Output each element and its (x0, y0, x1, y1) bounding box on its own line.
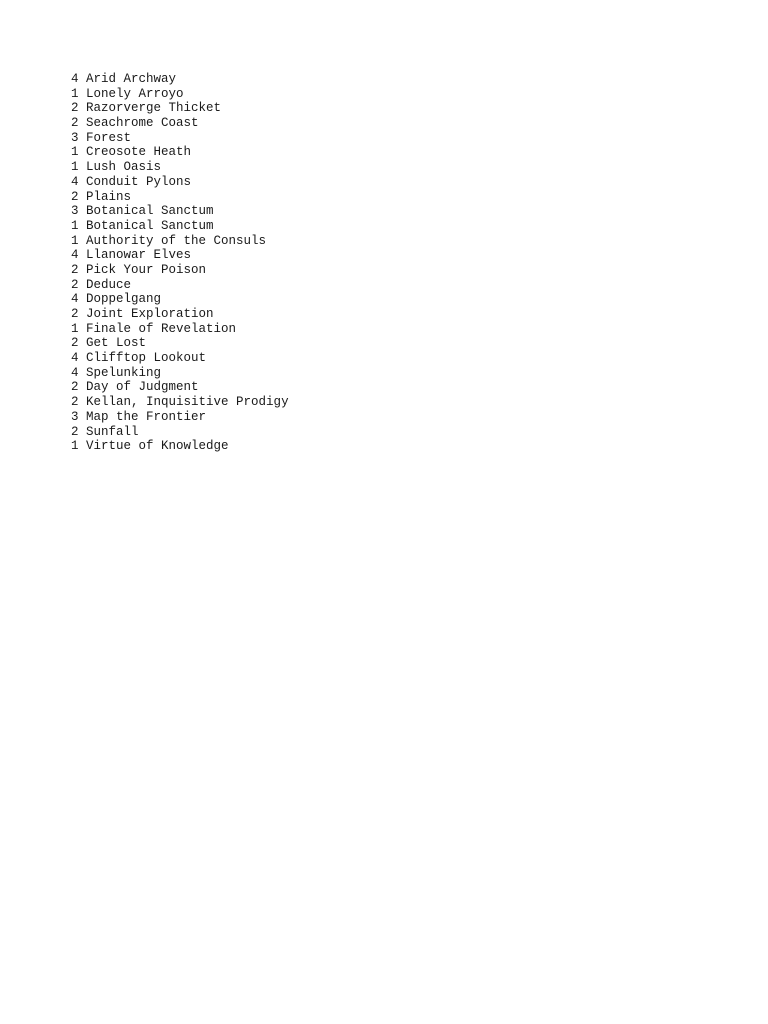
decklist-line (71, 248, 289, 263)
decklist-line (71, 322, 289, 337)
decklist-line (71, 351, 289, 366)
card-name: Get Lost (86, 336, 147, 351)
card-name: Finale of Revelation (86, 321, 237, 336)
decklist-line (71, 425, 289, 440)
card-quantity: 4 (71, 248, 79, 263)
card-quantity: 1 (71, 160, 79, 175)
decklist-line (71, 72, 289, 87)
decklist-line (71, 307, 289, 322)
decklist-line (71, 101, 289, 116)
card-quantity: 2 (71, 101, 79, 116)
decklist-line (71, 160, 289, 175)
card-name: Botanical Sanctum (86, 204, 214, 219)
decklist-line (71, 190, 289, 205)
card-name: Plains (86, 189, 132, 204)
card-quantity: 1 (71, 145, 79, 160)
card-quantity: 1 (71, 439, 79, 454)
card-quantity: 2 (71, 424, 79, 439)
card-quantity: 2 (71, 395, 79, 410)
card-quantity: 4 (71, 72, 79, 86)
decklist-line (71, 234, 289, 249)
card-name: Clifftop Lookout (86, 351, 207, 366)
card-name: Day of Judgment (86, 380, 199, 395)
decklist-line (71, 336, 289, 351)
decklist-line (71, 366, 289, 381)
card-quantity: 4 (71, 174, 79, 189)
decklist-line (71, 131, 289, 146)
card-quantity: 4 (71, 365, 79, 380)
card-name: Pick Your Poison (86, 262, 207, 277)
decklist-line (71, 439, 289, 454)
card-quantity: 4 (71, 292, 79, 307)
card-name: Llanowar Elves (86, 248, 192, 263)
card-name: Kellan, Inquisitive Prodigy (86, 395, 289, 410)
decklist-line (71, 145, 289, 160)
card-quantity: 2 (71, 189, 79, 204)
card-name: Seachrome Coast (86, 116, 199, 131)
decklist-line (71, 87, 289, 102)
card-quantity: 2 (71, 116, 79, 131)
card-name: Botanical Sanctum (86, 218, 214, 233)
card-quantity: 1 (71, 86, 79, 101)
card-name: Doppelgang (86, 292, 162, 307)
decklist-line (71, 219, 289, 234)
card-quantity: 4 (71, 351, 79, 366)
card-quantity: 2 (71, 277, 79, 292)
decklist-line (71, 263, 289, 278)
decklist-line (71, 380, 289, 395)
decklist-line (71, 292, 289, 307)
card-name: Sunfall (86, 424, 139, 439)
card-quantity: 3 (71, 130, 79, 145)
card-name: Lonely Arroyo (86, 86, 184, 101)
card-quantity: 2 (71, 336, 79, 351)
card-quantity: 2 (71, 262, 79, 277)
card-name: Map the Frontier (86, 409, 207, 424)
card-name: Spelunking (86, 365, 162, 380)
card-name: Arid Archway (86, 72, 177, 86)
card-name: Creosote Heath (86, 145, 192, 160)
card-quantity: 1 (71, 233, 79, 248)
card-quantity: 1 (71, 321, 79, 336)
card-name: Conduit Pylons (86, 174, 192, 189)
card-name: Lush Oasis (86, 160, 162, 175)
decklist-line (71, 410, 289, 425)
card-quantity: 2 (71, 307, 79, 321)
card-quantity: 3 (71, 409, 79, 424)
card-name: Joint Exploration (86, 307, 214, 321)
card-name: Virtue of Knowledge (86, 439, 229, 454)
card-name: Deduce (86, 277, 132, 292)
decklist-line (71, 175, 289, 190)
card-quantity: 1 (71, 218, 79, 233)
card-quantity: 3 (71, 204, 79, 219)
decklist-line (71, 278, 289, 293)
card-name: Forest (86, 130, 132, 145)
decklist-line (71, 116, 289, 131)
decklist (71, 72, 289, 454)
card-name: Razorverge Thicket (86, 101, 222, 116)
card-quantity: 2 (71, 380, 79, 395)
card-name: Authority of the Consuls (86, 233, 267, 248)
decklist-line (71, 395, 289, 410)
decklist-line (71, 204, 289, 219)
